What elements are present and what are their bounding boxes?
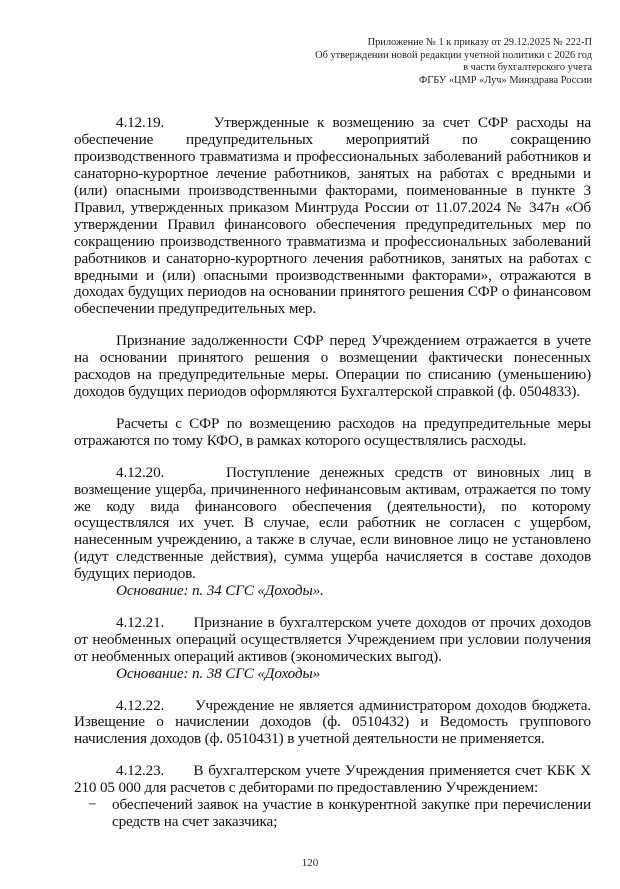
section-number: 4.12.23. <box>116 762 165 780</box>
section-number: 4.12.21. <box>116 613 165 631</box>
paragraph-debt-recognition: Признание задолженности СФР перед Учреждением отражается в учете на основании принятого решения о возмещении фактически понесенных расходов на предупредительные меры. Операции по списанию (уменьшению) доходов будущих периодов оформляются Бухгалтерской справкой (ф. 0504833). <box>74 332 591 400</box>
header-line: Об утверждении новой редакции учетной политики с 2026 год <box>315 49 592 61</box>
header-line: ФГБУ «ЦМР «Луч» Минздрава России <box>419 74 592 86</box>
bullet-list <box>74 797 591 831</box>
section-4-12-23 <box>74 763 591 797</box>
section-4-12-20 <box>74 465 591 583</box>
basis-note: Основание: п. 34 СГС «Доходы». <box>116 582 324 600</box>
section-text: Поступление денежных средств от виновных лиц в возмещение ущерба, причиненного нефинансовым активам, отражается по тому же коду вида финансового обеспечения (деятельности), по которому осуществлялся их учет. В случае, если работник не согласен с ущербом, нанесенным учреждению, а также в случае, если виновное лицо не установлено (идут следственные действия), сумма ущерба начисляется в составе доходов будущих периодов. <box>74 463 591 583</box>
section-text: Учреждение не является администратором доходов бюджета. Извещение о начислении доходов (ф. 0510432) и Ведомость группового начисления доходов (ф. 0510431) в учетной деятельности не применяется. <box>74 696 591 748</box>
basis-note: Основание: п. 38 СГС «Доходы» <box>116 664 321 682</box>
page-number: 120 <box>301 856 319 869</box>
section-4-12-21 <box>74 615 591 666</box>
section-text: Утвержденные к возмещению за счет СФР расходы на обеспечение предупредительных мероприятий по сокращению производственного травматизма и профессиональных заболеваний работников и санаторно-курортное лечение работников, занятых на работах с вредными и (или) опасными производственными факторами, поименованные в пункте 3 Правил, утвержденных приказом Минтруда России от 11.07.2024 № 347н «Об утверждении Правил финансового обеспечения предупредительных мер по сокращению производственного травматизма и профессиональных заболеваний работников и санаторно-курортного лечения работников, занятых на работах с вредными и (или) опасными производственными факторами», отражаются в доходах будущих периодов на основании принятого решения СФР о финансовом обеспечении предупредительных мер. <box>74 114 591 318</box>
section-text: Признание в бухгалтерском учете доходов от прочих доходов от необменных операций осуществляется Учреждением при условии получения от необменных операций активов (экономических выгод). <box>74 613 591 665</box>
dash-bullet-icon: − <box>88 796 97 814</box>
list-item <box>74 797 591 831</box>
document-body <box>74 115 591 831</box>
section-text: В бухгалтерском учете Учреждения применяется счет КБК Х 210 05 000 для расчетов с дебиторами по предоставлению Учреждением: <box>74 762 592 797</box>
section-number: 4.12.22. <box>116 696 165 714</box>
document-header <box>74 37 592 87</box>
section-number: 4.12.19. <box>116 114 165 132</box>
list-item-text: обеспечений заявок на участие в конкурентной закупке при перечислении средств на счет заказчика; <box>112 796 591 830</box>
section-number: 4.12.20. <box>116 463 165 481</box>
section-4-12-19 <box>74 115 591 318</box>
header-line: Приложение № 1 к приказу от 29.12.2025 № 222-П <box>367 37 592 48</box>
paragraph-settlements: Расчеты с СФР по возмещению расходов на предупредительные меры отражаются по тому КФО, в рамках которого осуществлялись расходы. <box>74 414 591 449</box>
section-4-12-22 <box>74 698 591 749</box>
header-line: в части бухгалтерского учета <box>463 62 592 74</box>
